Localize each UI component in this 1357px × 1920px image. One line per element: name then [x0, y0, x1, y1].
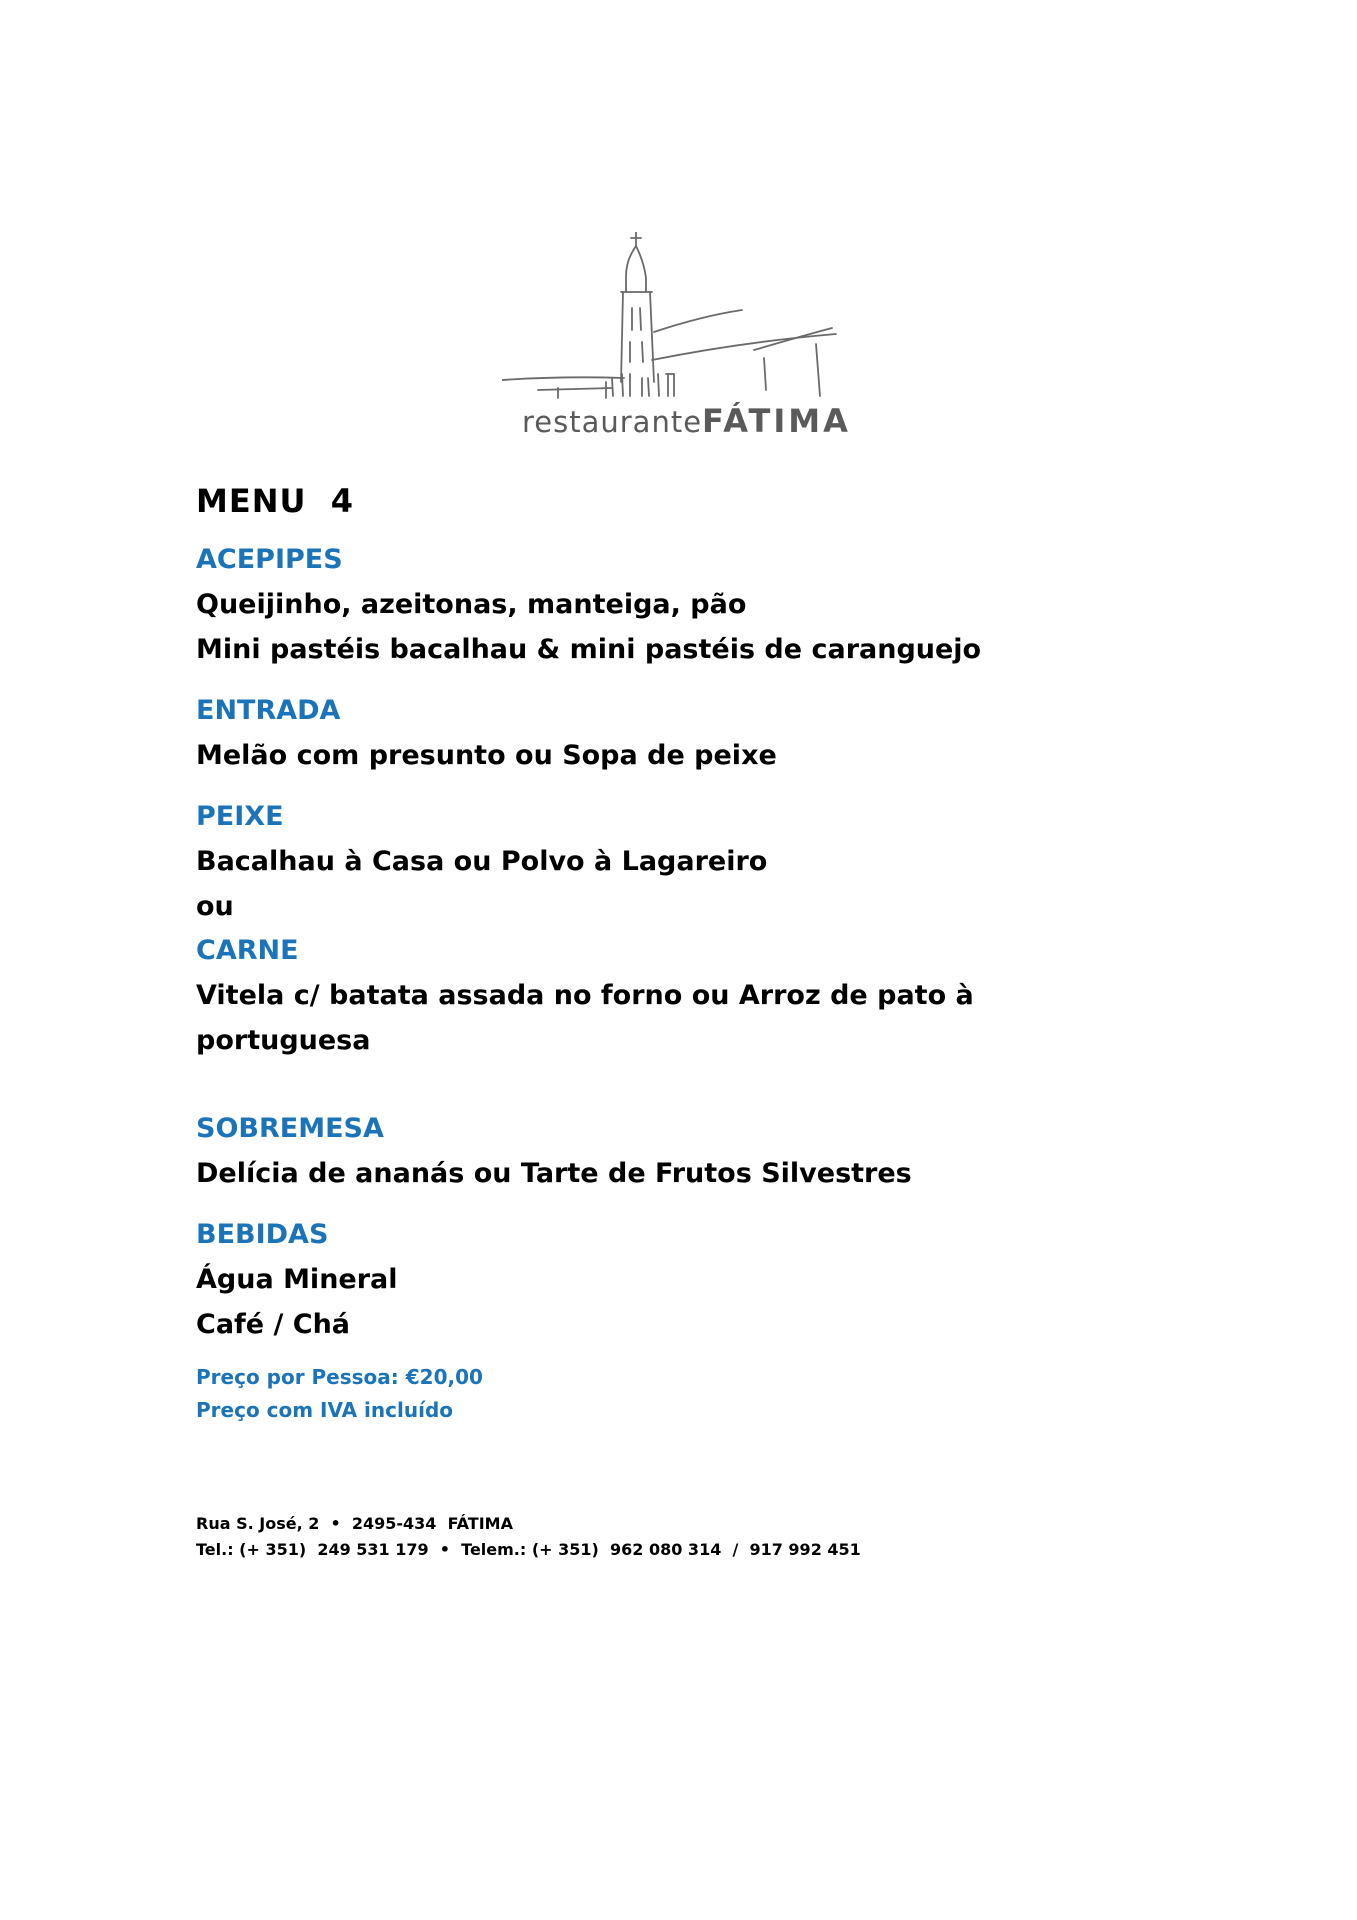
restaurant-logo: [502, 232, 851, 440]
section-heading-bebidas: BEBIDAS: [196, 1219, 329, 1250]
menu-item: Mini pastéis bacalhau & mini pastéis de caranguejo: [196, 634, 982, 665]
menu-item: Delícia de ananás ou Tarte de Frutos Silvestres: [196, 1158, 912, 1189]
logo-wordmark: [522, 402, 851, 440]
menu-item: Melão com presunto ou Sopa de peixe: [196, 740, 777, 771]
menu-item: Bacalhau à Casa ou Polvo à Lagareiro: [196, 846, 768, 877]
menu-item: Vitela c/ batata assada no forno ou Arroz de pato à: [196, 980, 974, 1011]
section-heading-sobremesa: SOBREMESA: [196, 1113, 384, 1144]
footer-phones: Tel.: (+ 351) 249 531 179 • Telem.: (+ 351) 962 080 314 / 917 992 451: [196, 1540, 861, 1559]
menu-item: portuguesa: [196, 1025, 371, 1056]
section-heading-acepipes: ACEPIPES: [196, 544, 343, 575]
section-heading-entrada: ENTRADA: [196, 695, 341, 726]
section-heading-carne: CARNE: [196, 935, 299, 966]
menu-item: Água Mineral: [196, 1264, 398, 1295]
price-vat-note: Preço com IVA incluído: [196, 1398, 454, 1422]
logo-word-fatima: FÁTIMA: [702, 402, 851, 440]
price-per-person: Preço por Pessoa: €20,00: [196, 1365, 483, 1389]
menu-item: Café / Chá: [196, 1309, 351, 1340]
footer-address: Rua S. José, 2 • 2495-434 FÁTIMA: [196, 1514, 513, 1533]
logo-word-restaurante: restaurante: [522, 405, 703, 439]
menu-title: MENU 4: [196, 482, 355, 520]
menu-item: Queijinho, azeitonas, manteiga, pão: [196, 589, 747, 620]
menu-item-or: ou: [196, 891, 234, 922]
menu-content: [196, 482, 1276, 1563]
section-heading-peixe: PEIXE: [196, 801, 284, 832]
